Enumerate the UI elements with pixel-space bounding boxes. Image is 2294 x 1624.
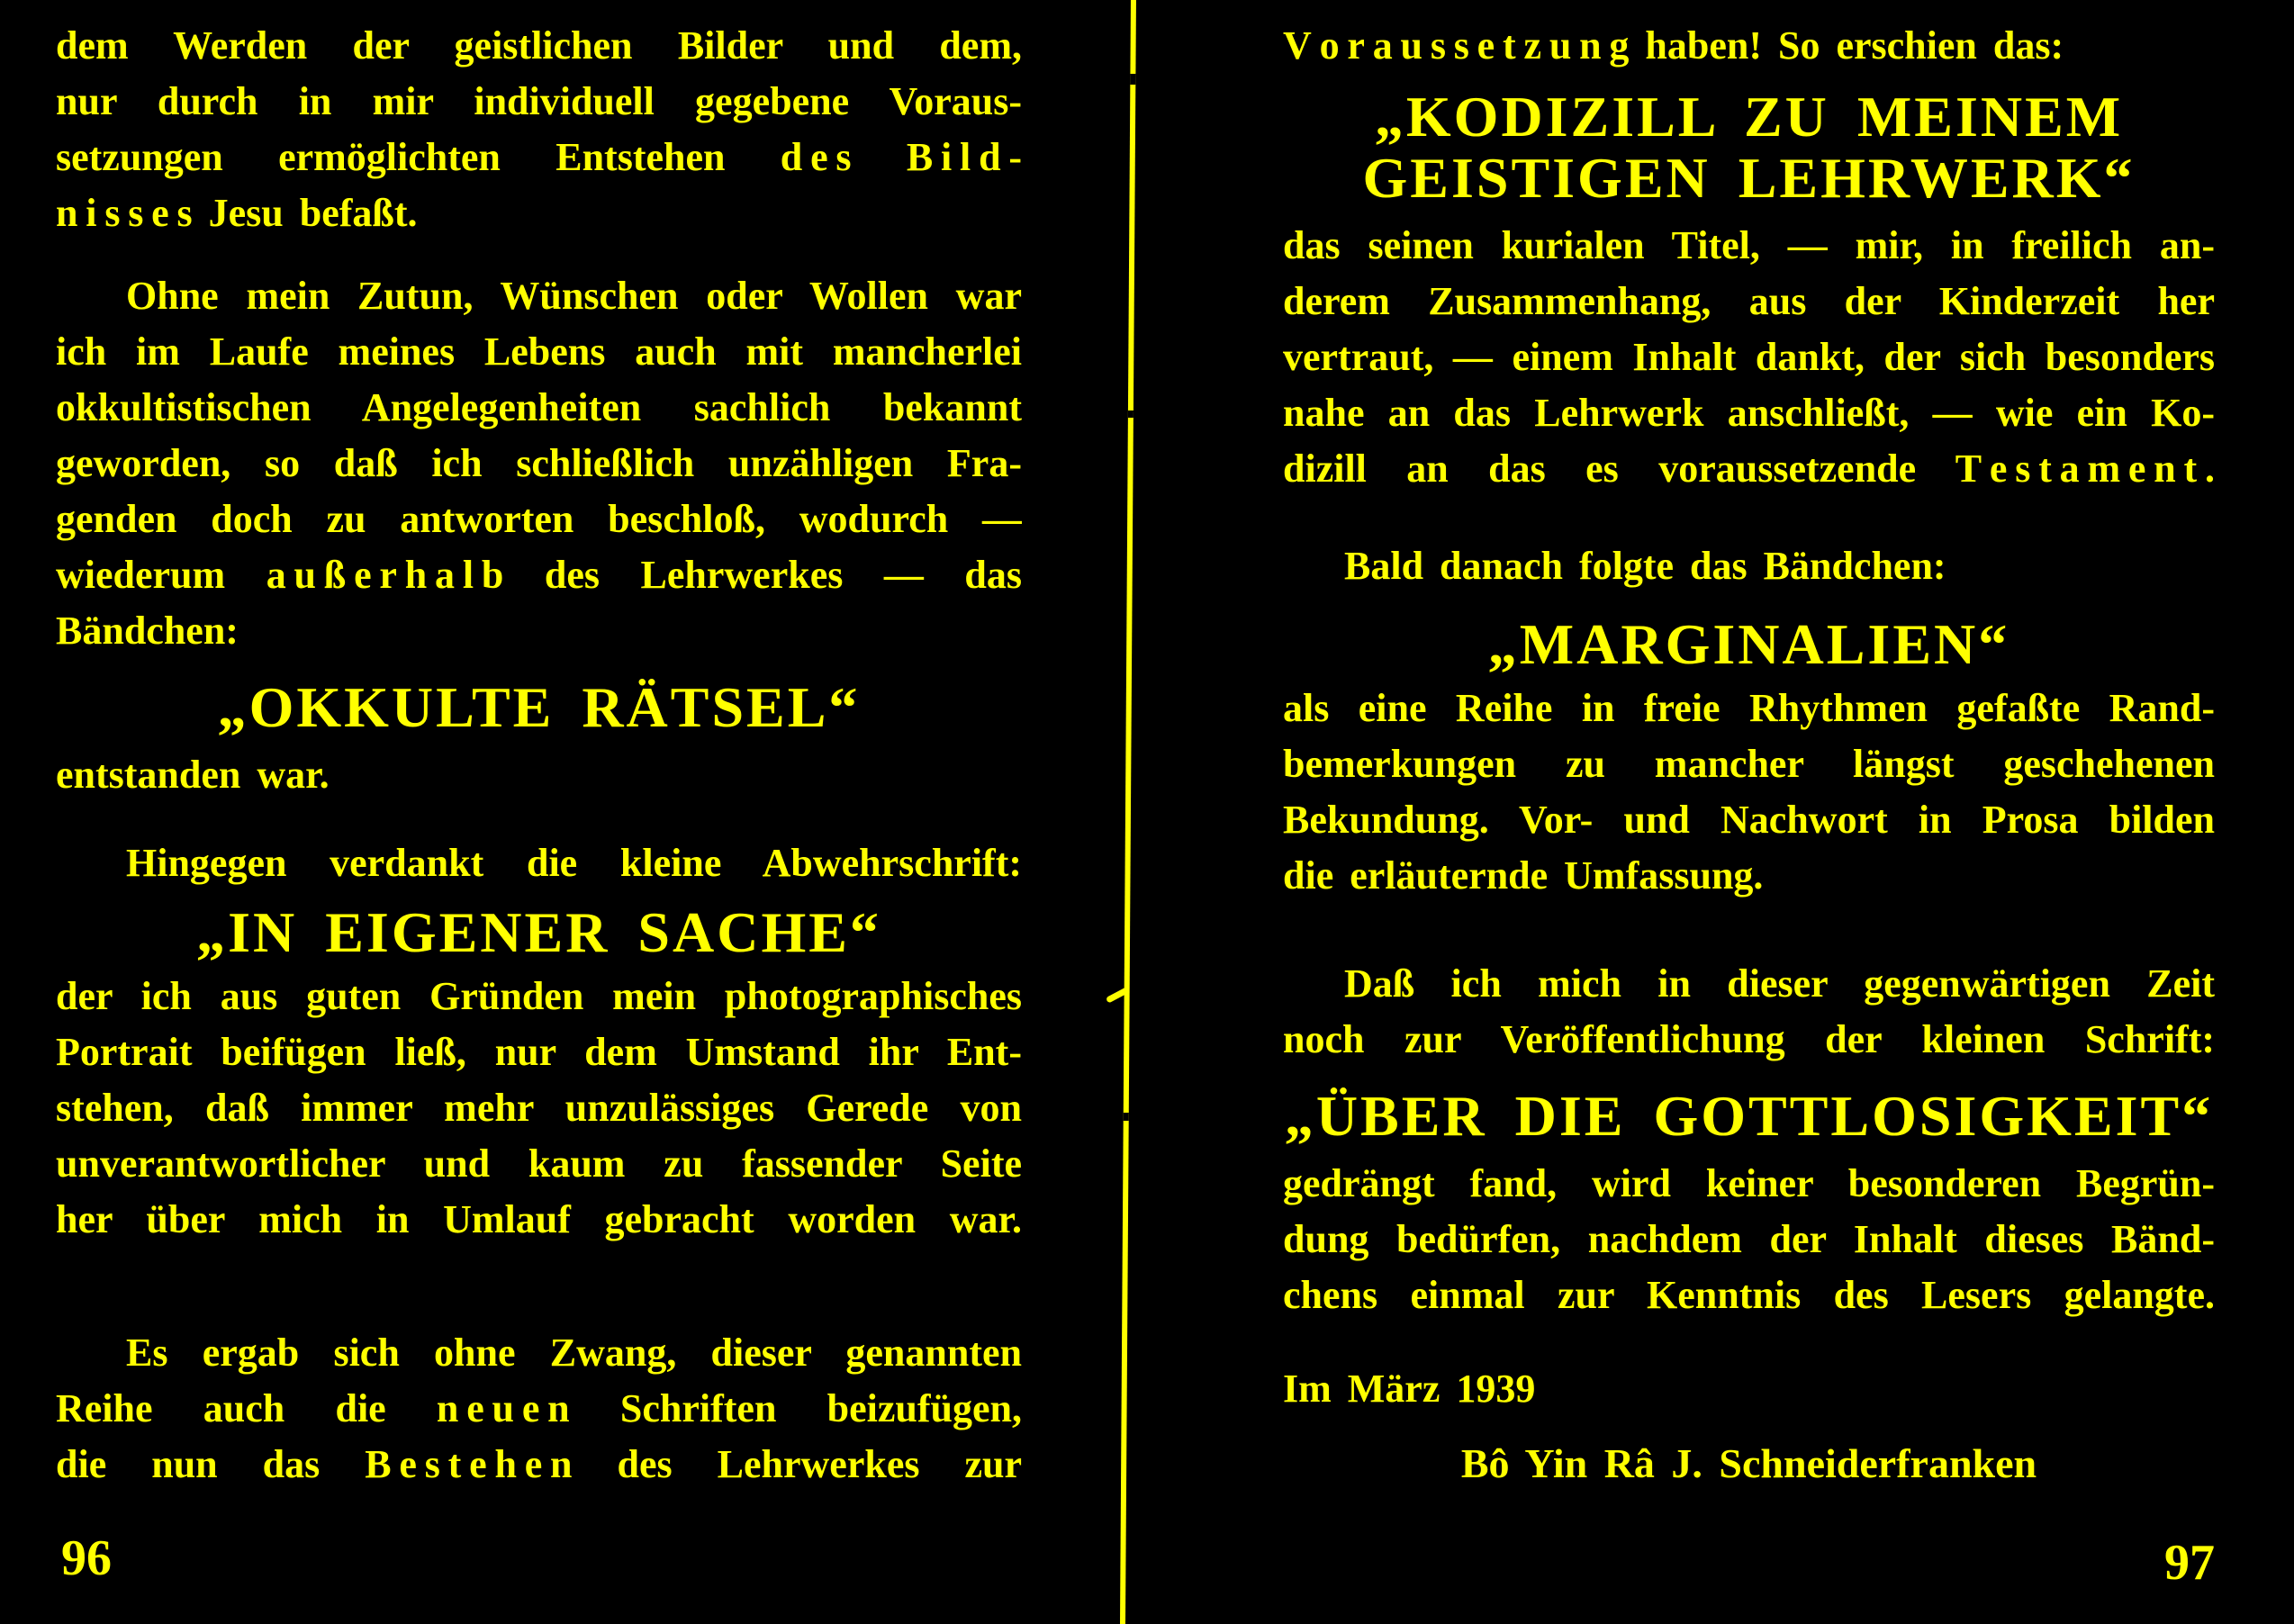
text-line: genden doch zu antworten beschloß, wodurch — bbox=[56, 497, 1022, 541]
page-number-97: 97 bbox=[2164, 1535, 2215, 1591]
text-line: V o r a u s s e t z u n g haben! So erschien das: bbox=[1283, 23, 2064, 68]
text-line: ich im Laufe meines Lebens auch mit mancherlei bbox=[56, 329, 1022, 374]
text-line: derem Zusammenhang, aus der Kinderzeit her bbox=[1283, 279, 2215, 323]
right-page bbox=[1283, 0, 2215, 1591]
text-line: n i s s e s Jesu befaßt. bbox=[56, 191, 418, 235]
text-line: dizill an das es voraussetzende T e s t a m e n t . bbox=[1283, 447, 2215, 491]
text-line: Portrait beifügen ließ, nur dem Umstand ihr Ent- bbox=[56, 1030, 1022, 1074]
heading-kodizill bbox=[1283, 86, 2215, 209]
text-line: die erläuternde Umfassung. bbox=[1283, 853, 1764, 898]
text-line: das seinen kurialen Titel, — mir, in freilich an- bbox=[1283, 223, 2215, 267]
text-line: geworden, so daß ich schließlich unzähligen Fra- bbox=[56, 441, 1022, 485]
paragraph bbox=[56, 18, 1022, 241]
heading-in-eigener-sache: „IN EIGENER SACHE“ bbox=[196, 900, 881, 964]
left-page bbox=[56, 0, 1022, 1586]
paragraph bbox=[1283, 218, 2215, 497]
text-line: entstanden war. bbox=[56, 753, 330, 797]
text-line: Bekundung. Vor- und Nachwort in Prosa bilden bbox=[1283, 798, 2215, 842]
page-divider-line bbox=[1120, 0, 1136, 1624]
heading-okkulte-raetsel: „OKKULTE RÄTSEL“ bbox=[217, 675, 861, 739]
heading-marginalien: „MARGINALIEN“ bbox=[1487, 612, 2010, 676]
text-line: gedrängt fand, wird keiner besonderen Begrün- bbox=[1283, 1161, 2215, 1205]
text-line: wiederum a u ß e r h a l b des Lehrwerkes — das bbox=[56, 553, 1022, 597]
text-line: dem Werden der geistlichen Bilder und dem, bbox=[56, 23, 1022, 68]
paragraph bbox=[1283, 956, 2215, 1068]
text-line: dung bedürfen, nachdem der Inhalt dieses Bänd- bbox=[1283, 1217, 2215, 1261]
text-line: Ohne mein Zutun, Wünschen oder Wollen war bbox=[126, 274, 1022, 318]
text-line: Reihe auch die n e u e n Schriften beizufügen, bbox=[56, 1386, 1022, 1430]
text-line: Daß ich mich in dieser gegenwärtigen Zeit bbox=[1344, 961, 2215, 1006]
text-line: Bald danach folgte das Bändchen: bbox=[1344, 544, 1946, 588]
text-line: unverantwortlicher und kaum zu fassender Seite bbox=[56, 1141, 1022, 1186]
heading-line: GEISTIGEN LEHRWERK“ bbox=[1362, 148, 2136, 209]
text-line: nahe an das Lehrwerk anschließt, — wie ein Ko- bbox=[1283, 391, 2215, 435]
text-line: okkultistischen Angelegenheiten sachlich bekannt bbox=[56, 385, 1022, 429]
text-line: bemerkungen zu mancher längst geschehenen bbox=[1283, 742, 2215, 786]
text-line: als eine Reihe in freie Rhythmen gefaßte Rand- bbox=[1283, 686, 2215, 730]
text-line: die nun das B e s t e h e n des Lehrwerkes zur bbox=[56, 1442, 1022, 1486]
page-number-96: 96 bbox=[61, 1530, 112, 1586]
text-line: Es ergab sich ohne Zwang, dieser genannten bbox=[126, 1331, 1022, 1375]
text-line: Bändchen: bbox=[56, 609, 239, 653]
text-line: chens einmal zur Kenntnis des Lesers gelangte. bbox=[1283, 1273, 2215, 1317]
paragraph bbox=[56, 1325, 1022, 1493]
heading-line: „KODIZILL ZU MEINEM bbox=[1374, 86, 2124, 148]
text-line: stehen, daß immer mehr unzulässiges Gerede von bbox=[56, 1086, 1022, 1130]
text-line: vertraut, — einem Inhalt dankt, der sich besonders bbox=[1283, 335, 2215, 379]
date-line: Im März 1939 bbox=[1283, 1367, 1536, 1411]
paragraph bbox=[1283, 681, 2215, 904]
paragraph bbox=[56, 969, 1022, 1248]
text-line: her über mich in Umlauf gebracht worden war. bbox=[56, 1197, 1022, 1241]
paragraph bbox=[56, 268, 1022, 659]
paragraph bbox=[1283, 1156, 2215, 1323]
author-signature: Bô Yin Râ J. Schneiderfranken bbox=[1460, 1440, 2037, 1486]
text-line: Hingegen verdankt die kleine Abwehrschrift: bbox=[126, 841, 1022, 885]
heading-ueber-die-gottlosigkeit: „ÜBER DIE GOTTLOSIGKEIT“ bbox=[1284, 1084, 2214, 1148]
text-line: setzungen ermöglichten Entstehen d e s B i l d - bbox=[56, 135, 1022, 179]
text-line: nur durch in mir individuell gegebene Voraus- bbox=[56, 79, 1022, 123]
text-line: der ich aus guten Gründen mein photographisches bbox=[56, 974, 1022, 1018]
text-line: noch zur Veröffentlichung der kleinen Schrift: bbox=[1283, 1017, 2215, 1061]
